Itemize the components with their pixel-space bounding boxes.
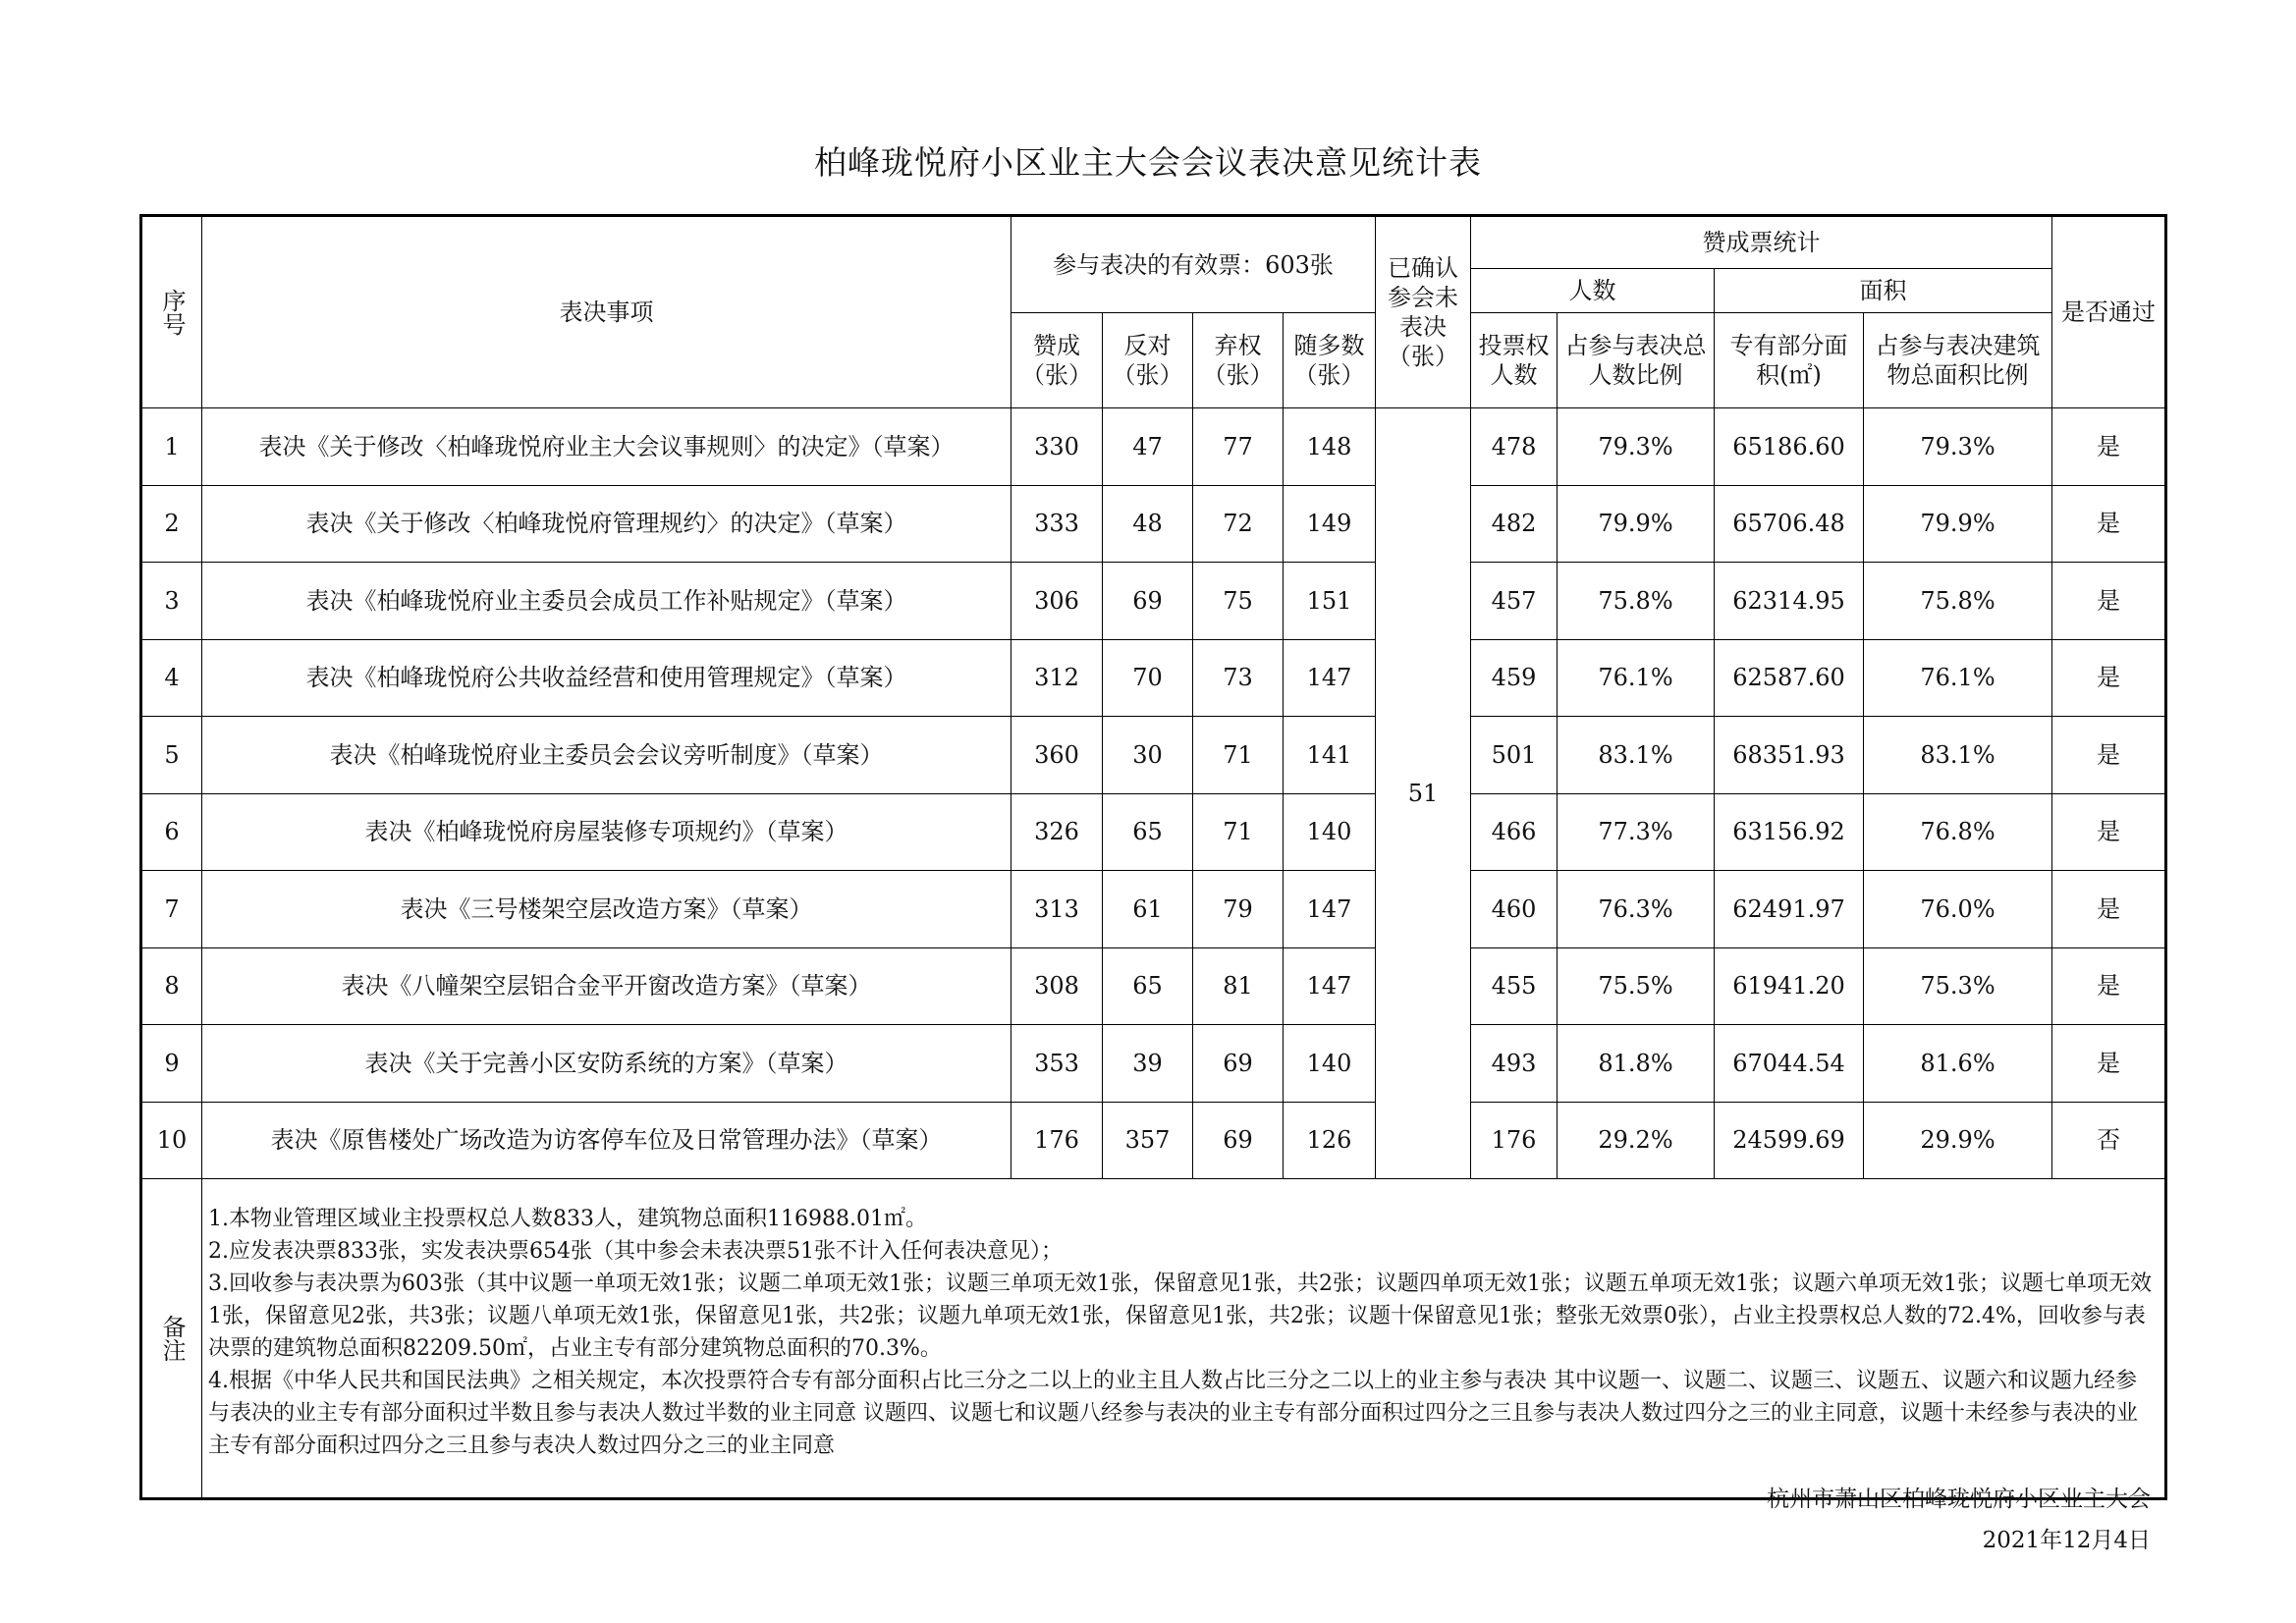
row-area-ratio: 79.3% [1864,408,2052,486]
row-topic: 表决《柏峰珑悦府房屋装修专项规约》（草案） [202,793,1011,871]
row-passed: 是 [2052,871,2166,948]
row-voter-count: 478 [1471,408,1558,486]
row-voter-count: 482 [1471,485,1558,563]
table-row [141,947,2166,1025]
row-oppose: 70 [1103,639,1193,717]
row-area-ratio: 75.8% [1864,563,2052,640]
row-oppose: 30 [1103,717,1193,794]
row-area-ratio: 75.3% [1864,947,2052,1025]
row-approve: 360 [1011,717,1103,794]
row-follow-majority: 126 [1284,1102,1376,1179]
row-voter-count: 501 [1471,717,1558,794]
row-abstain: 71 [1193,717,1284,794]
row-follow-majority: 140 [1284,1025,1376,1103]
row-area-ratio: 76.8% [1864,793,2052,871]
row-abstain: 81 [1193,947,1284,1025]
row-oppose: 61 [1103,871,1193,948]
confirmed-not-voted-value: 51 [1376,408,1471,1179]
header-area: 面积 [1715,269,2052,313]
row-passed: 是 [2052,717,2166,794]
header-passed: 是否通过 [2052,216,2166,408]
notes-content [202,1179,2166,1499]
row-people-ratio: 81.8% [1558,1025,1715,1103]
row-approve: 176 [1011,1102,1103,1179]
row-seq: 3 [141,563,202,640]
row-abstain: 77 [1193,408,1284,486]
header-seq: 序号 [141,216,202,408]
note-item: 3.回收参与表决票为603张（其中议题一单项无效1张；议题二单项无效1张；议题三单项无效1张，保留意见1张，共2张；议题四单项无效1张；议题五单项无效1张；议题六单项无效1张；议题七单项无效1张，保留意见2张，共3张；议题八单项无效1张，保留意见1张，共2张；议题九单项无效1张，保留意见1张，共2张；议题十保留意见1张；整张无效票0张），占业主投票权总人数的72.4%，回收参与表决票的建筑物总面积82209.50㎡，占业主专有部分建筑物总面积的70.3%。 [208,1271,2152,1361]
row-area-ratio: 29.9% [1864,1102,2052,1179]
row-topic: 表决《三号楼架空层改造方案》（草案） [202,871,1011,948]
row-approve: 330 [1011,408,1103,486]
row-follow-majority: 147 [1284,639,1376,717]
header-follow-majority: 随多数（张） [1284,313,1376,408]
header-oppose: 反对（张） [1103,313,1193,408]
row-people-ratio: 75.5% [1558,947,1715,1025]
row-topic: 表决《柏峰珑悦府业主委员会会议旁听制度》（草案） [202,717,1011,794]
header-area-ratio: 占参与表决建筑物总面积比例 [1864,313,2052,408]
row-area-ratio: 76.0% [1864,871,2052,948]
page-title: 柏峰珑悦府小区业主大会会议表决意见统计表 [814,143,1482,182]
row-voter-count: 466 [1471,793,1558,871]
table-row [141,871,2166,948]
table-row [141,485,2166,563]
table-row [141,639,2166,717]
note-item: 4.根据《中华人民共和国民法典》之相关规定，本次投票符合专有部分面积占比三分之二以上的业主且人数占比三分之二以上的业主参与表决 其中议题一、议题二、议题三、议题五、议题六和议题九经参与表决的业主专有部分面积过半数且参与表决人数过半数的业主同意 议题四、议题七和议题八经参与表决的业主专有部分面积过四分之三且参与表决人数过四分之三的业主同意，议题十未经参与表决的业主专有部分面积过四分之三且参与表决人数过四分之三的业主同意 [208,1369,2138,1458]
note-item: 2.应发表决票833张，实发表决票654张（其中参会未表决票51张不计入任何表决意见）； [208,1239,1063,1264]
row-passed: 是 [2052,485,2166,563]
row-area: 62587.60 [1715,639,1864,717]
note-item: 1.本物业管理区域业主投票权总人数833人，建筑物总面积116988.01㎡。 [208,1207,927,1231]
row-oppose: 47 [1103,408,1193,486]
row-follow-majority: 151 [1284,563,1376,640]
row-seq: 4 [141,639,202,717]
row-approve: 333 [1011,485,1103,563]
row-area: 68351.93 [1715,717,1864,794]
row-approve: 326 [1011,793,1103,871]
row-oppose: 48 [1103,485,1193,563]
row-voter-count: 455 [1471,947,1558,1025]
row-people-ratio: 75.8% [1558,563,1715,640]
row-people-ratio: 76.1% [1558,639,1715,717]
row-passed: 是 [2052,793,2166,871]
row-abstain: 79 [1193,871,1284,948]
header-people: 人数 [1471,269,1715,313]
row-topic: 表决《八幢架空层铝合金平开窗改造方案》（草案） [202,947,1011,1025]
row-oppose: 65 [1103,947,1193,1025]
row-area: 67044.54 [1715,1025,1864,1103]
row-approve: 308 [1011,947,1103,1025]
row-approve: 313 [1011,871,1103,948]
row-passed: 是 [2052,639,2166,717]
row-seq: 5 [141,717,202,794]
table-row [141,1102,2166,1179]
row-oppose: 65 [1103,793,1193,871]
row-topic: 表决《关于修改〈柏峰珑悦府业主大会议事规则〉的决定》（草案） [202,408,1011,486]
header-approve: 赞成（张） [1011,313,1103,408]
row-voter-count: 493 [1471,1025,1558,1103]
row-people-ratio: 77.3% [1558,793,1715,871]
row-follow-majority: 149 [1284,485,1376,563]
row-passed: 否 [2052,1102,2166,1179]
row-passed: 是 [2052,1025,2166,1103]
row-abstain: 69 [1193,1102,1284,1179]
row-oppose: 357 [1103,1102,1193,1179]
row-seq: 10 [141,1102,202,1179]
row-abstain: 73 [1193,639,1284,717]
row-seq: 9 [141,1025,202,1103]
row-people-ratio: 29.2% [1558,1102,1715,1179]
row-passed: 是 [2052,947,2166,1025]
row-abstain: 75 [1193,563,1284,640]
header-confirmed-not-voted: 已确认参会未表决（张） [1376,216,1471,408]
row-topic: 表决《关于修改〈柏峰珑悦府管理规约〉的决定》（草案） [202,485,1011,563]
row-area-ratio: 81.6% [1864,1025,2052,1103]
row-topic: 表决《原售楼处广场改造为访客停车位及日常管理办法》（草案） [202,1102,1011,1179]
row-people-ratio: 76.3% [1558,871,1715,948]
header-people-ratio: 占参与表决总人数比例 [1558,313,1715,408]
header-abstain: 弃权（张） [1193,313,1284,408]
row-follow-majority: 141 [1284,717,1376,794]
row-follow-majority: 147 [1284,871,1376,948]
row-approve: 312 [1011,639,1103,717]
row-voter-count: 176 [1471,1102,1558,1179]
row-area: 65186.60 [1715,408,1864,486]
row-follow-majority: 148 [1284,408,1376,486]
footer-date: 2021年12月4日 [1982,1528,2151,1553]
row-area: 63156.92 [1715,793,1864,871]
row-topic: 表决《关于完善小区安防系统的方案》（草案） [202,1025,1011,1103]
table-row [141,563,2166,640]
row-area: 61941.20 [1715,947,1864,1025]
row-area-ratio: 79.9% [1864,485,2052,563]
table-row [141,793,2166,871]
row-area-ratio: 83.1% [1864,717,2052,794]
row-topic: 表决《柏峰珑悦府业主委员会成员工作补贴规定》（草案） [202,563,1011,640]
row-seq: 8 [141,947,202,1025]
row-abstain: 69 [1193,1025,1284,1103]
row-people-ratio: 79.9% [1558,485,1715,563]
row-people-ratio: 79.3% [1558,408,1715,486]
row-seq: 6 [141,793,202,871]
table-row [141,717,2166,794]
header-topic: 表决事项 [202,216,1011,408]
row-voter-count: 457 [1471,563,1558,640]
row-seq: 1 [141,408,202,486]
row-voter-count: 460 [1471,871,1558,948]
row-area: 62314.95 [1715,563,1864,640]
row-seq: 7 [141,871,202,948]
row-passed: 是 [2052,408,2166,486]
row-oppose: 69 [1103,563,1193,640]
row-approve: 306 [1011,563,1103,640]
row-follow-majority: 147 [1284,947,1376,1025]
row-area: 62491.97 [1715,871,1864,948]
row-area-ratio: 76.1% [1864,639,2052,717]
row-area: 65706.48 [1715,485,1864,563]
row-abstain: 71 [1193,793,1284,871]
row-area: 24599.69 [1715,1102,1864,1179]
header-exclusive-area: 专有部分面积(㎡) [1715,313,1864,408]
table-row [141,408,2166,486]
row-people-ratio: 83.1% [1558,717,1715,794]
row-topic: 表决《柏峰珑悦府公共收益经营和使用管理规定》（草案） [202,639,1011,717]
notes-label: 备注 [141,1179,202,1499]
footer-organization: 杭州市萧山区柏峰珑悦府小区业主大会 [1767,1487,2151,1512]
row-passed: 是 [2052,563,2166,640]
header-voter-count: 投票权人数 [1471,313,1558,408]
row-abstain: 72 [1193,485,1284,563]
row-oppose: 39 [1103,1025,1193,1103]
header-valid-votes: 参与表决的有效票：603张 [1011,216,1376,313]
row-follow-majority: 140 [1284,793,1376,871]
row-voter-count: 459 [1471,639,1558,717]
header-approval-stats: 赞成票统计 [1471,216,2052,269]
vote-statistics-table [139,214,2167,1500]
row-seq: 2 [141,485,202,563]
table-row [141,1025,2166,1103]
row-approve: 353 [1011,1025,1103,1103]
